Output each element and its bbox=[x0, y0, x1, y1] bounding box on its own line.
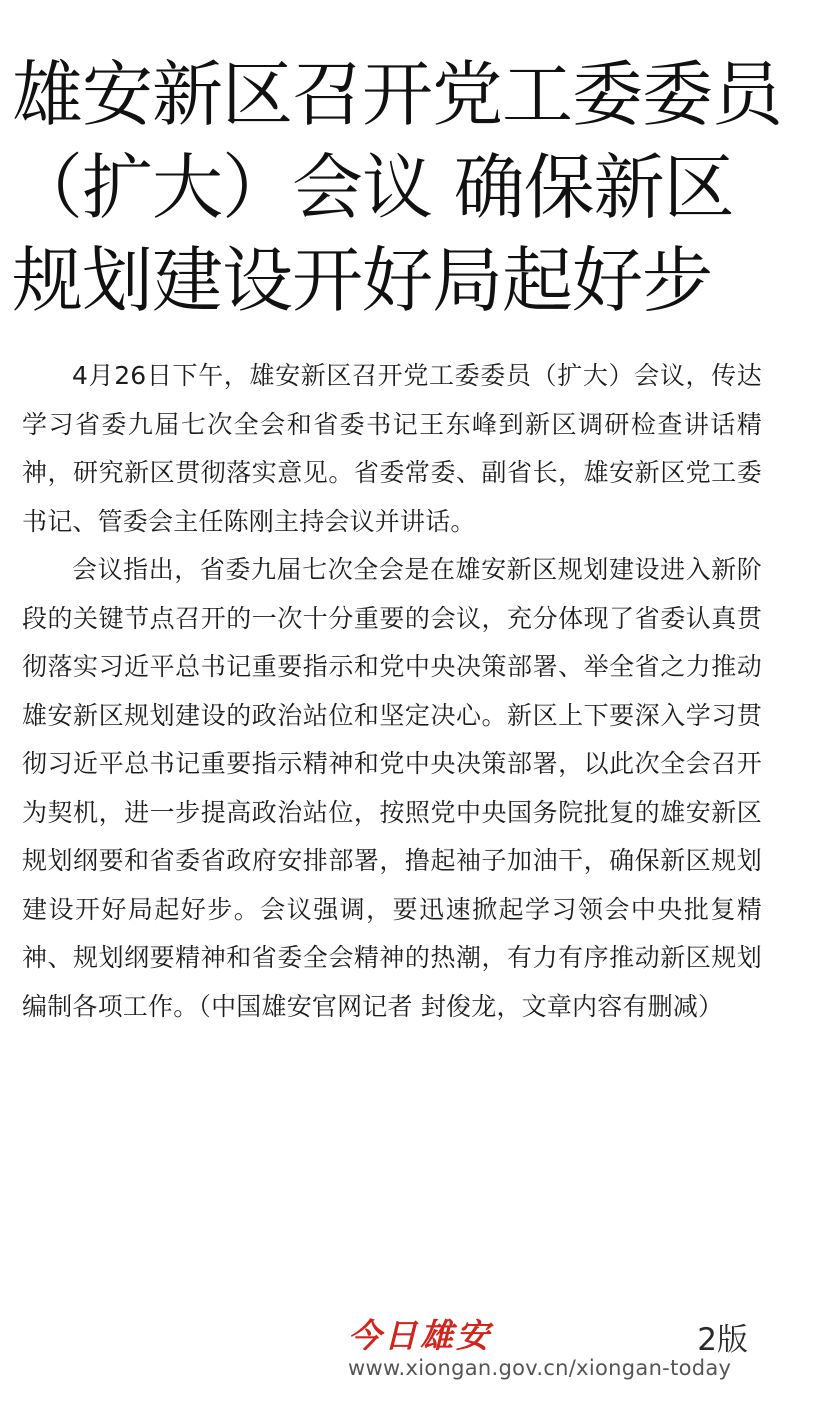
article-paragraph: 会议指出，省委九届七次全会是在雄安新区规划建设进入新阶段的关键节点召开的一次十分重要的会议，充分体现了省委认真贯彻落实习近平总书记重要指示和党中央决策部署、举全省之力推动雄安新区规划建设的政治站位和坚定决心。新区上下要深入学习贯彻习近平总书记重要指示精神和党中央决策部署，以此次全会召开为契机，进一步提高政治站位，按照党中央国务院批复的雄安新区规划纲要和省委省政府安排部署，撸起袖子加油干，确保新区规划建设开好局起好步。会议强调，要迅速掀起学习领会中央批复精神、规划纲要精神和省委全会精神的热潮，有力有序推动新区规划编制各项工作。（中国雄安官网记者 封俊龙，文章内容有删减） bbox=[22, 555, 762, 1021]
page-footer bbox=[346, 1310, 766, 1390]
edition-label: 2版 bbox=[697, 1322, 748, 1358]
article-paragraph: 4月26日下午，雄安新区召开党工委委员（扩大）会议，传达学习省委九届七次全会和省委书记王东峰到新区调研检查讲话精神，研究新区贯彻落实意见。省委常委、副省长，雄安新区党工委书记、管委会主任陈刚主持会议并讲话。 bbox=[22, 361, 762, 536]
article-title: 雄安新区召开党工委委员（扩大）会议 确保新区规划建设开好局起好步 bbox=[12, 53, 783, 322]
brand-logo: 今日雄安 bbox=[348, 1316, 492, 1355]
site-url: www.xiongan.gov.cn/xiongan-today bbox=[348, 1356, 732, 1380]
article-body bbox=[22, 352, 762, 1031]
